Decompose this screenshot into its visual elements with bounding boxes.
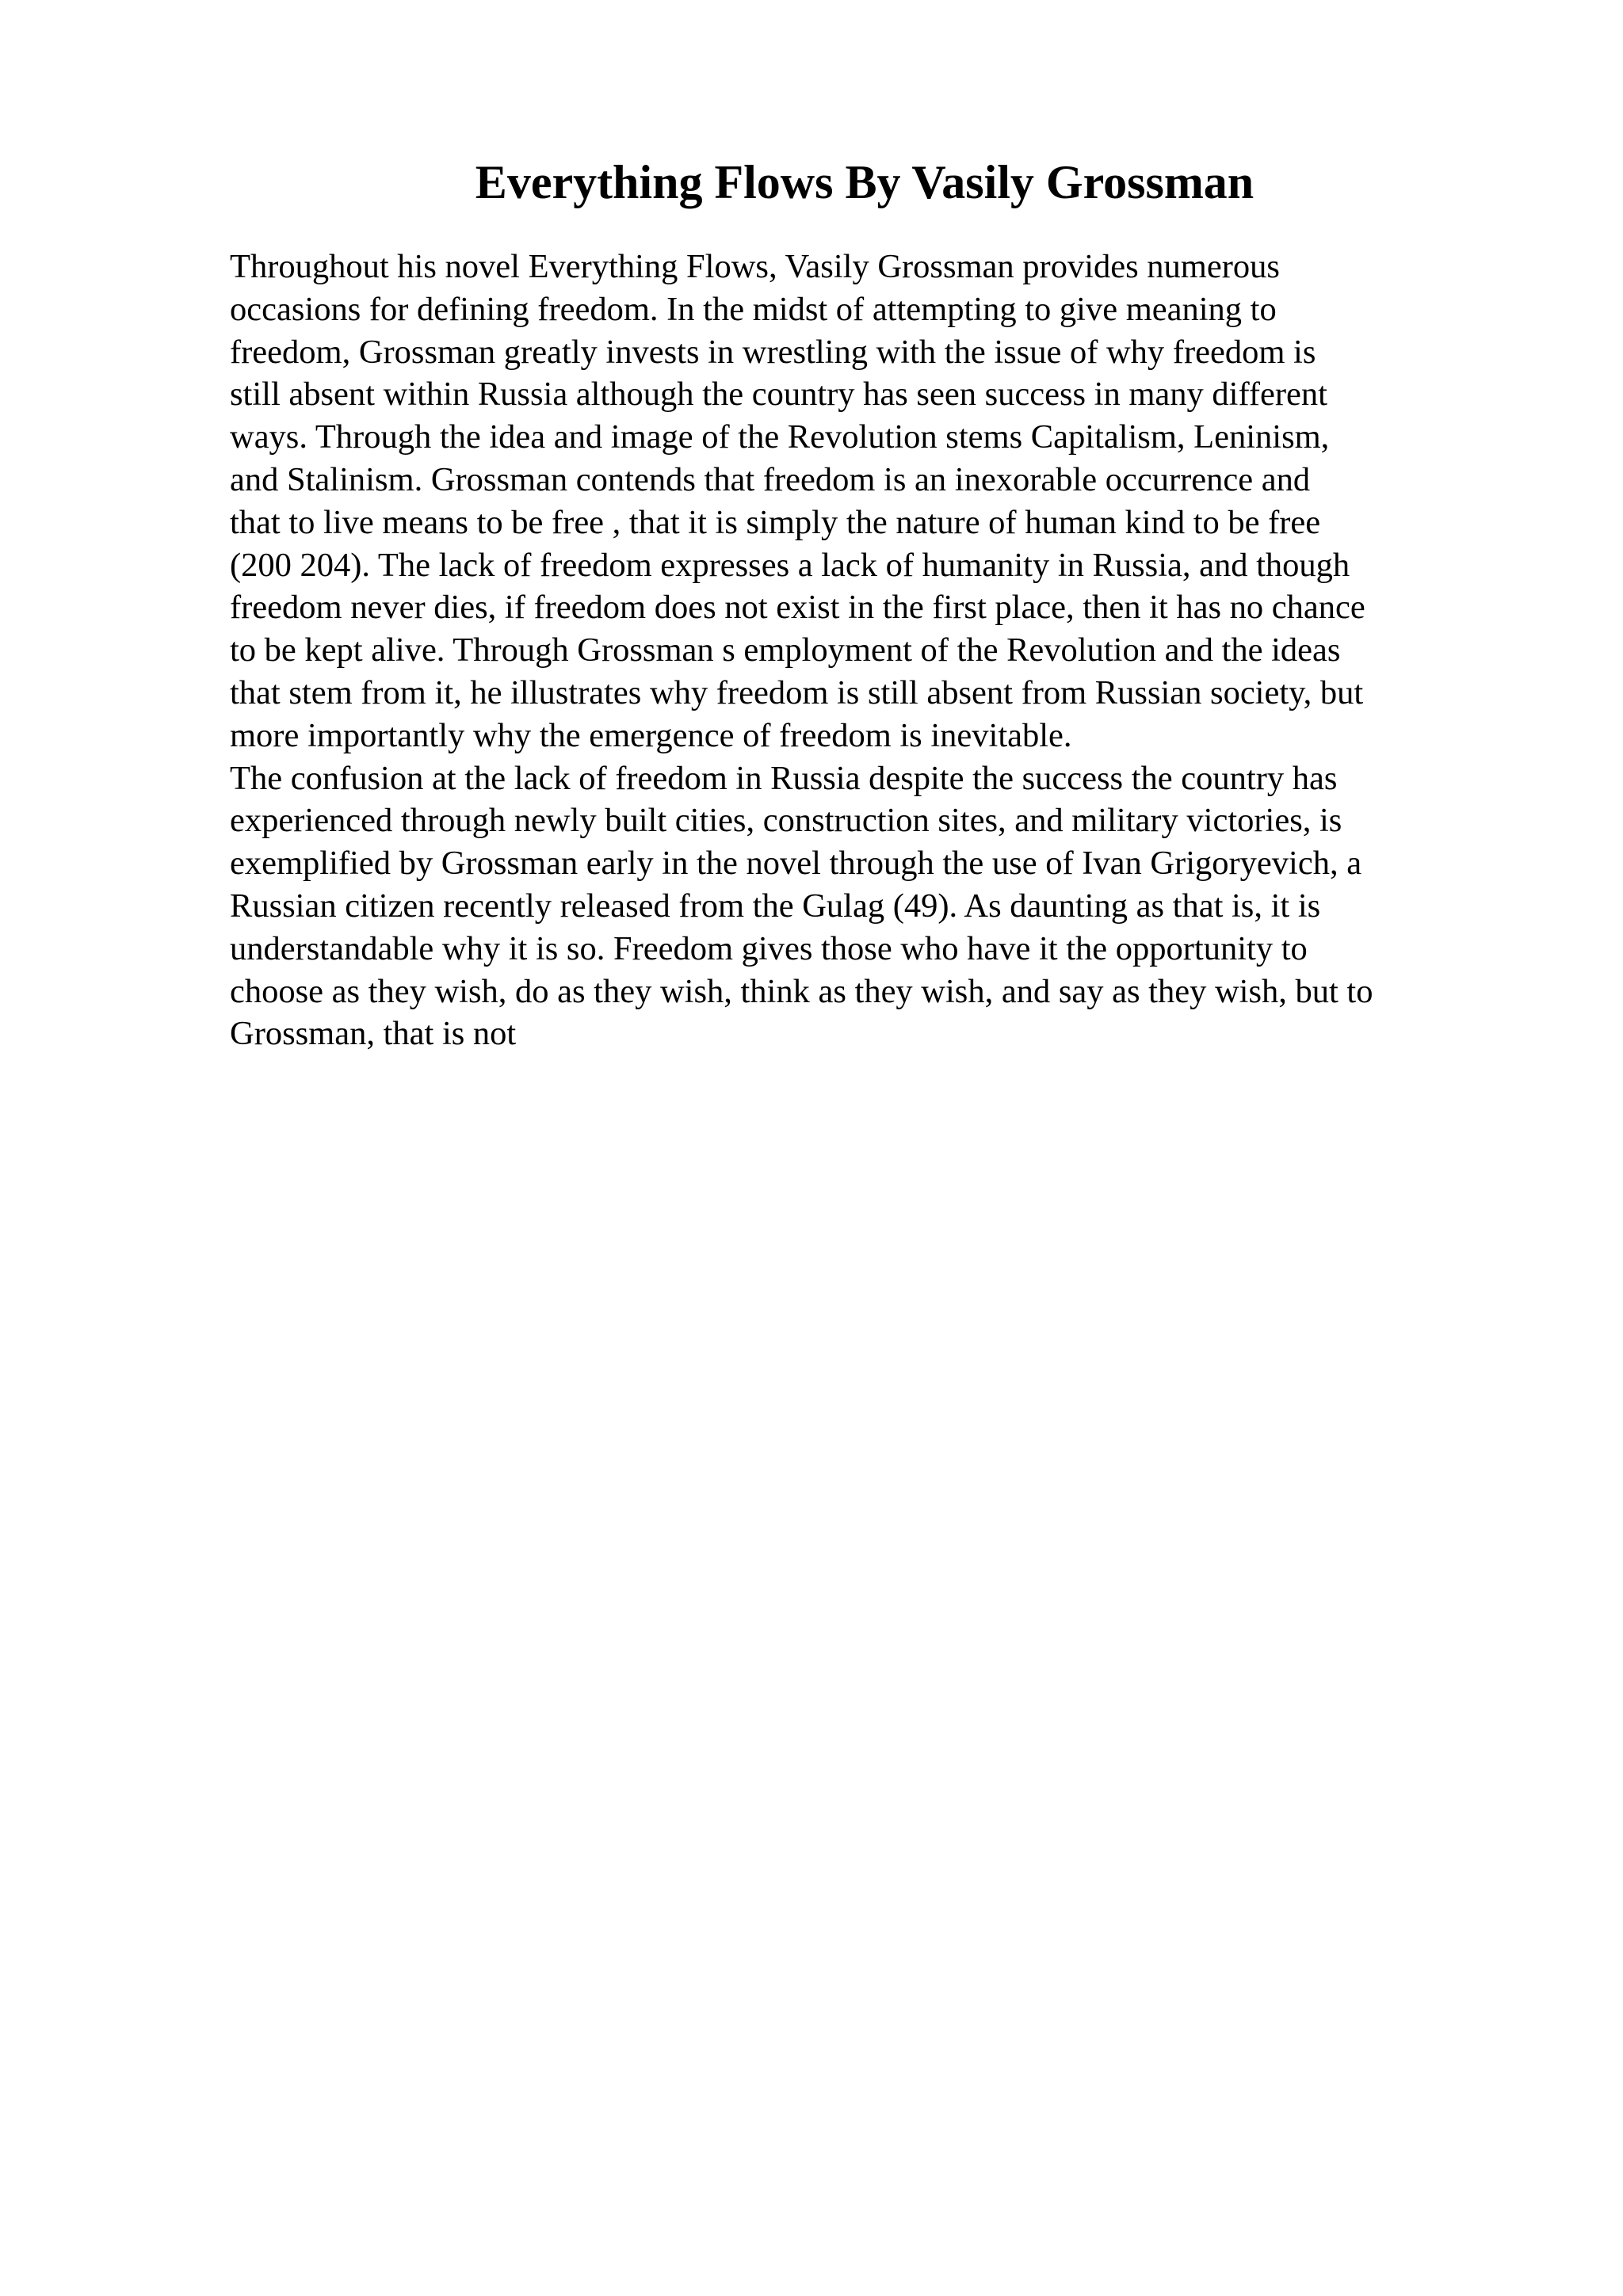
body-line: exemplified by Grossman early in the novel through the use of Ivan Grigoryevich, a (230, 845, 1362, 883)
body-line: that to live means to be free , that it is simply the nature of human kind to be free (230, 503, 1321, 541)
document-title: Everything Flows By Vasily Grossman (475, 156, 1254, 208)
body-line: freedom never dies, if freedom does not exist in the first place, then it has no chance (230, 589, 1365, 627)
body-line: understandable why it is so. Freedom gives those who have it the opportunity to (230, 929, 1308, 967)
body-line: ways. Through the idea and image of the Revolution stems Capitalism, Leninism, (230, 418, 1330, 456)
body-line: choose as they wish, do as they wish, think as they wish, and say as they wish, but to (230, 972, 1373, 1010)
body-line: more importantly why the emergence of freedom is inevitable. (230, 716, 1072, 754)
body-line: that stem from it, he illustrates why freedom is still absent from Russian society, but (230, 673, 1364, 711)
body-line: (200 204). The lack of freedom expresses a lack of humanity in Russia, and though (230, 546, 1350, 584)
body-line: Grossman, that is not (230, 1015, 517, 1053)
body-line: occasions for defining freedom. In the midst of attempting to give meaning to (230, 290, 1277, 328)
body-line: experienced through newly built cities, construction sites, and military victories, is (230, 802, 1342, 840)
body-line: and Stalinism. Grossman contends that freedom is an inexorable occurrence and (230, 460, 1311, 498)
body-line: Throughout his novel Everything Flows, Vasily Grossman provides numerous (230, 248, 1280, 285)
document-body (230, 246, 1498, 1055)
body-line: The confusion at the lack of freedom in Russia despite the success the country has (230, 759, 1338, 797)
body-line: to be kept alive. Through Grossman s employment of the Revolution and the ideas (230, 631, 1341, 669)
body-line: still absent within Russia although the country has seen success in many different (230, 376, 1327, 414)
body-line: Russian citizen recently released from the Gulag (49). As daunting as that is, it is (230, 887, 1321, 925)
body-line: freedom, Grossman greatly invests in wrestling with the issue of why freedom is (230, 333, 1316, 371)
